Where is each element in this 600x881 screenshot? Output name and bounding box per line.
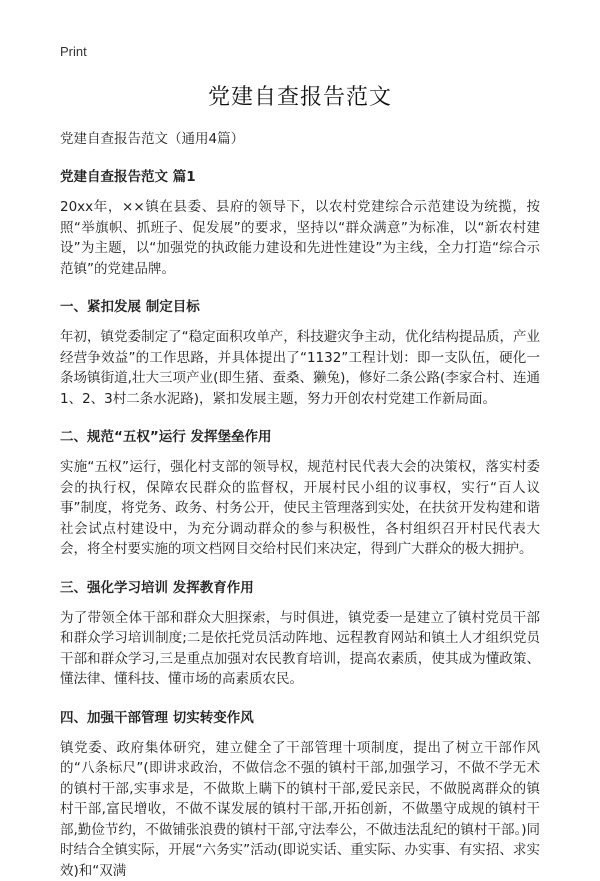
print-link[interactable]: Print <box>60 44 87 59</box>
section-heading-2: 二、规范“五权”运行 发挥堡垒作用 <box>60 427 540 447</box>
section-heading-3: 三、强化学习培训 发挥教育作用 <box>60 578 540 598</box>
intro-paragraph: 20xx年，××镇在县委、县府的领导下，以农村党建综合示范建设为统揽，按照“举旗帜、抓班子、促发展”的要求，坚持以“群众满意”为标准，以“新农村建设”为主题，以“加强党的执政能力建设和先进性建设”为主线，全力打造“综合示范镇”的党建品牌。 <box>60 197 540 279</box>
section-paragraph-2: 实施“五权”运行，强化村支部的领导权，规范村民代表大会的决策权，落实村委会的执行权，保障农民群众的监督权，开展村民小组的议事权，实行“百人议事”制度，将党务、政务、村务公开，使民主管理落到实处，在扶贫开发构建和谐社会试点村建设中，为充分调动群众的参与积极性，各村组织召开村民代表大会，将全村要实施的项文档网目交给村民们来决定，得到广大群众的极大拥护。 <box>60 457 540 560</box>
section-heading-4: 四、加强干部管理 切实转变作风 <box>60 708 540 728</box>
section-heading-1: 一、紧扣发展 制定目标 <box>60 297 540 317</box>
section-paragraph-1: 年初，镇党委制定了“稳定面积攻单产，科技避灾争主动，优化结构提品质，产业经营争效益”的工作思路，并具体提出了“1132”工程计划：即一支队伍，硬化一条场镇街道,壮大三项产业(即生猪、蚕桑、獭兔)，修好二条公路(李家合村、连通1、2、3村二条水泥路)，紧扣发展主题，努力开创农村党建工作新局面。 <box>60 327 540 409</box>
document-title: 党建自查报告范文 <box>60 80 540 111</box>
section-paragraph-4: 镇党委、政府集体研究，建立健全了干部管理十项制度，提出了树立干部作风的“八条标尺”(即讲求政治，不做信念不强的镇村干部,加强学习，不做不学无术的镇村干部,实事求是，不做欺上瞒下的镇村干部,爱民亲民，不做脱离群众的镇村干部,富民增收，不做不谋发展的镇村干部,开拓创新，不做墨守成规的镇村干部,勤俭节约，不做铺张浪费的镇村干部,守法奉公，不做违法乱纪的镇村干部。)同时结合全镇实际，开展“六务实”活动(即说实话、重实际、办实事、有实招、求实效)和“双满 <box>60 738 540 881</box>
part-title: 党建自查报告范文 篇1 <box>60 167 540 187</box>
section-paragraph-3: 为了带领全体干部和群众大胆探索，与时俱进，镇党委一是建立了镇村党员干部和群众学习培训制度;二是依托党员活动阵地、远程教育网站和镇土人才组织党员干部和群众学习,三是重点加强对农民教育培训，提高农素质，使其成为懂政策、懂法律、懂科技、懂市场的高素质农民。 <box>60 608 540 690</box>
document-subtitle: 党建自查报告范文（通用4篇） <box>60 129 540 149</box>
